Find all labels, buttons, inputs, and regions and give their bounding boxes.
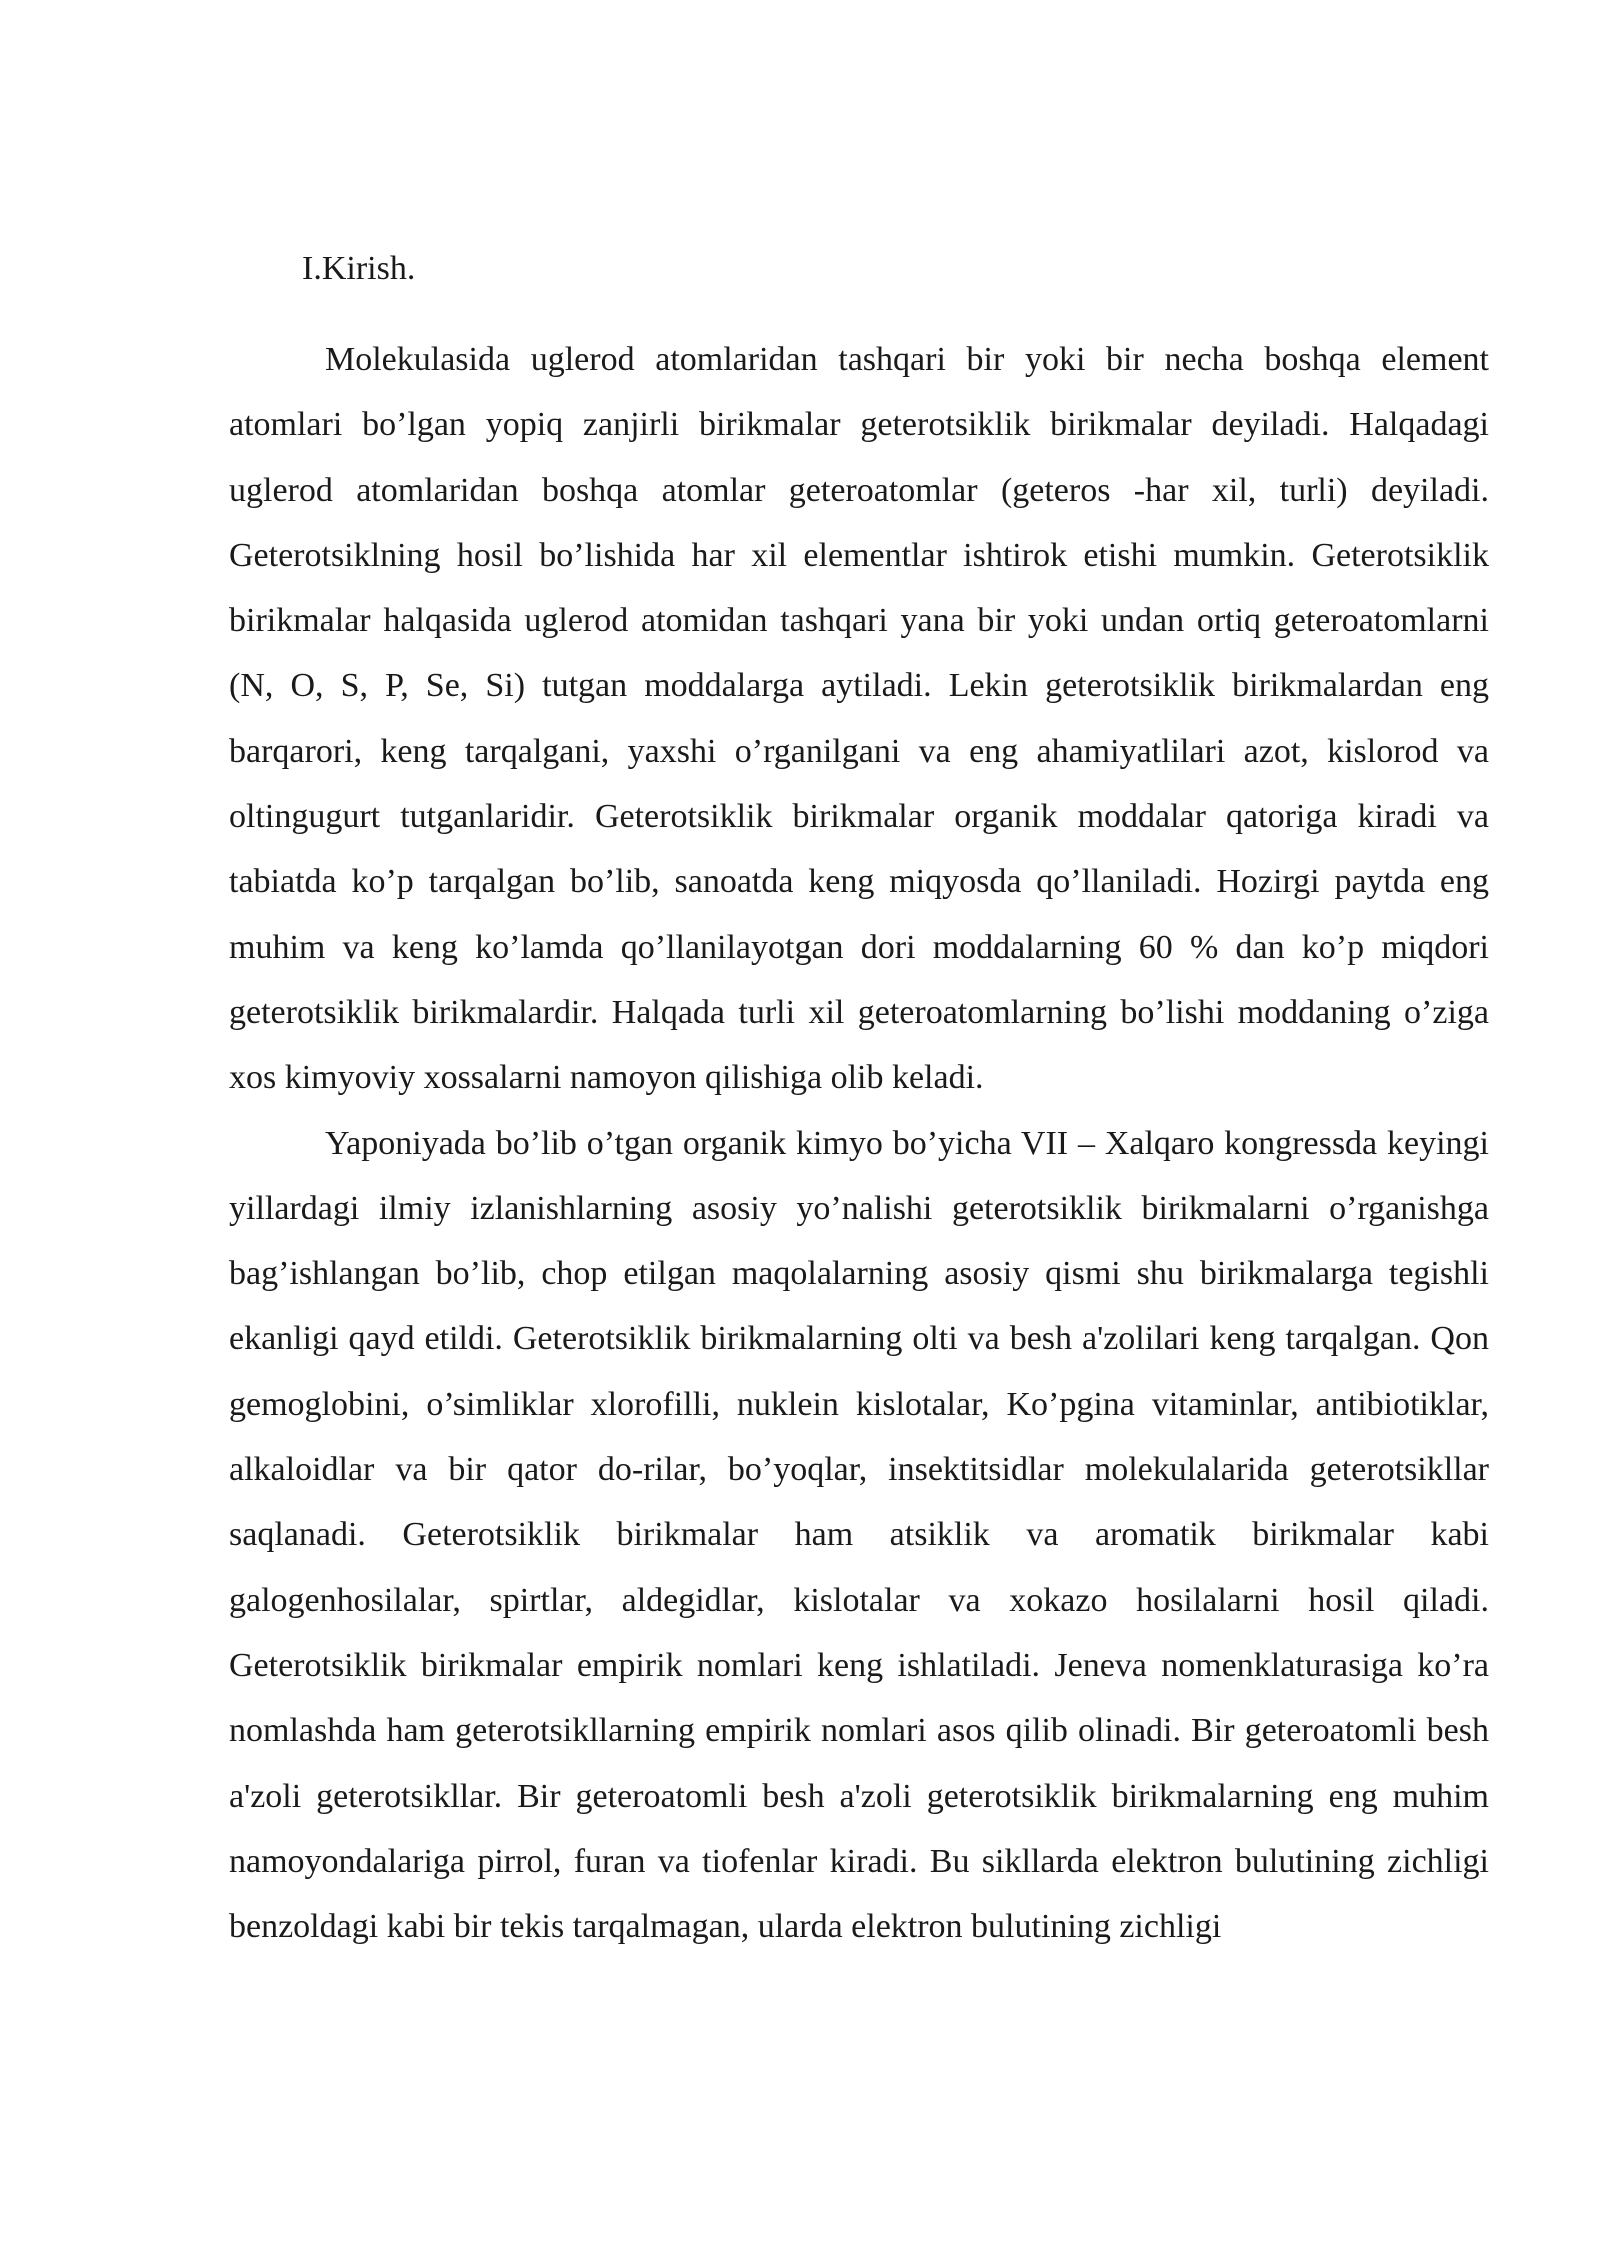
paragraph-1: Molekulasida uglerod atomlaridan tashqari bir yoki bir necha boshqa element atomlari bo’lgan yopiq zanjirli birikmalar geterotsiklik birikmalar deyiladi. Halqadagi uglerod atomlaridan boshqa atomlar geteroatomlar (geteros -har xil, turli) deyiladi. Geterotsiklning hosil bo’lishida har xil elementlar ishtirok etishi mumkin. Geterotsiklik birikmalar halqasida uglerod atomidan tashqari yana bir yoki undan ortiq geteroatomlarni (N, O, S, P, Se, Si) tutgan moddalarga aytiladi. Lekin geterotsiklik birikmalardan eng barqarori, keng tarqalgani, yaxshi o’rganilgani va eng ahamiyatlilari azot, kislorod va oltingugurt tutganlaridir. Geterotsiklik birikmalar organik moddalar qatoriga kiradi va tabiatda ko’p tarqalgan bo’lib, sanoatda keng miqyosda qo’llaniladi. Hozirgi paytda eng muhim va keng ko’lamda qo’llanilayotgan dori moddalarning 60 % dan ko’p miqdori geterotsiklik birikmalardir. Halqada turli xil geteroatomlarning bo’lishi moddaning o’ziga xos kimyoviy xossalarni namoyon qilishiga olib keladi. [229, 341, 1489, 1097]
section-heading: I.Kirish. [302, 250, 416, 287]
paragraph-2: Yaponiyada bo’lib o’tgan organik kimyo bo’yicha VII – Xalqaro kongressda keyingi yillardagi ilmiy izlanishlarning asosiy yo’nalishi geterotsiklik birikmalarni o’rganishga bag’ishlangan bo’lib, chop etilgan maqolalarning asosiy qismi shu birikmalarga tegishli ekanligi qayd etildi. Geterotsiklik birikmalarning olti va besh a'zolilari keng tarqalgan. Qon gemoglobini, o’simliklar xlorofilli, nuklein kislotalar, Ko’pgina vitaminlar, antibiotiklar, alkaloidlar va bir qator do-rilar, bo’yoqlar, insektitsidlar molekulalarida geterotsikllar saqlanadi. Geterotsiklik birikmalar ham atsiklik va aromatik birikmalar kabi galogenhosilalar, spirtlar, aldegidlar, kislotalar va xokazo hosilalarni hosil qiladi. Geterotsiklik birikmalar empirik nomlari keng ishlatiladi. Jeneva nomenklaturasiga ko’ra nomlashda ham geterotsikllarning empirik nomlari asos qilib olinadi. Bir geteroatomli besh a'zoli geterotsikllar. Bir geteroatomli besh a'zoli geterotsiklik birikmalarning eng muhim namoyondalariga pirrol, furan va tiofenlar kiradi. Bu sikllarda elektron bulutining zichligi benzoldagi kabi bir tekis tarqalmagan, ularda elektron bulutining zichligi [229, 1124, 1489, 1946]
document-body [229, 236, 1489, 1959]
